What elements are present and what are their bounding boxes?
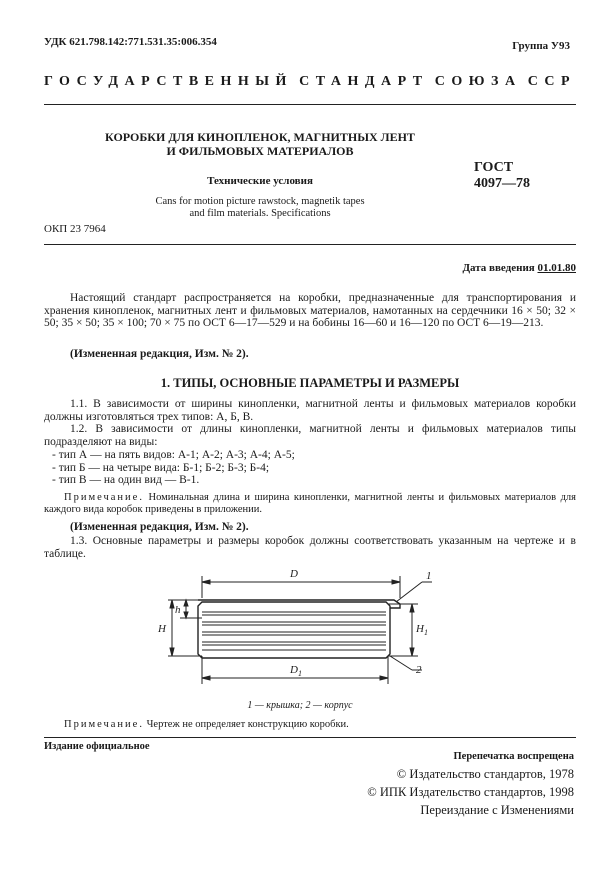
udk-code: УДК 621.798.142:771.531.35:006.354 xyxy=(44,36,217,48)
intro-date-value: 01.01.80 xyxy=(537,262,576,274)
banner-word-2: СТАНДАРТ xyxy=(299,74,429,89)
callout-2: 2 xyxy=(416,664,422,676)
intro-date-label: Дата введения xyxy=(462,262,535,274)
official-edition: Издание официальное xyxy=(44,741,150,752)
english-title-line-1: Cans for motion picture rawstock, magnetik tapes xyxy=(155,196,365,207)
revision-note-1: (Измененная редакция, Изм. № 2). xyxy=(70,348,249,360)
callout-1: 1 xyxy=(426,570,432,582)
okp-code: ОКП 23 7964 xyxy=(44,223,106,235)
copyright-1998: © ИПК Издательство стандартов, 1998 xyxy=(367,785,574,799)
list-item: - тип В — на один вид — В-1. xyxy=(52,474,200,487)
title-line-2: И ФИЛЬМОВЫХ МАТЕРИАЛОВ xyxy=(166,144,354,158)
note-2 xyxy=(64,719,574,731)
section-title: 1. ТИПЫ, ОСНОВНЫЕ ПАРАМЕТРЫ И РАЗМЕРЫ xyxy=(160,376,460,390)
label-small-h: h xyxy=(175,604,181,616)
types-list xyxy=(52,449,572,487)
paragraph-1-3: 1.3. Основные параметры и размеры коробок должны соответствовать указанным на чертеже и в таблице. xyxy=(44,535,576,560)
gost-label: ГОСТ xyxy=(474,160,514,175)
state-standard-banner xyxy=(44,74,576,90)
document-title xyxy=(95,130,425,158)
callout-leader-2 xyxy=(390,656,412,670)
intro-paragraph: Настоящий стандарт распространяется на коробки, предназначенные для транспортирования и хранения кинопленок, магнитных лент и фильмовых материалов, намотанных на сердечники 16 × 50; 32 × 50; 35 × 50; 35 × 100; 70 × 75 по ОСТ 6—17—529 и на бобины 16—60 и 16—120 по ОСТ 6—19—213. xyxy=(44,292,576,330)
footer-rule xyxy=(44,737,576,738)
banner-rule xyxy=(44,104,576,105)
paragraph-1-2: 1.2. В зависимости от длины кинопленки, магнитной ленты и фильмовых материалов типы подразделяют на виды: xyxy=(44,423,576,448)
intro-date xyxy=(380,262,576,274)
copyright-1978: © Издательство стандартов, 1978 xyxy=(396,767,574,781)
note-1-label: Примечание. xyxy=(64,492,144,503)
gost-number: 4097—78 xyxy=(474,176,530,191)
note-1 xyxy=(44,492,576,516)
label-d1: $D_1$ xyxy=(290,664,302,678)
note-2-label: Примечание. xyxy=(64,719,144,730)
title-rule xyxy=(44,244,576,245)
note-2-text: Чертеж не определяет конструкцию коробки. xyxy=(146,719,349,730)
list-item: - тип Б — на четыре вида: Б-1; Б-2; Б-3; Б-4; xyxy=(52,461,270,474)
reprint-prohibited: Перепечатка воспрещена xyxy=(453,751,574,762)
english-title-line-2: and film materials. Specifications xyxy=(189,208,331,219)
english-title xyxy=(95,196,425,220)
label-h1: $H_1$ xyxy=(416,623,428,637)
label-d: D xyxy=(290,568,298,580)
paragraph-1-1: 1.1. В зависимости от ширины кинопленки, магнитной ленты и фильмовых материалов коробки должны изготовляться трех типов: А, Б, В. xyxy=(44,398,576,423)
list-item: - тип А — на пять видов: А-1; А-2; А-3; А-4; А-5; xyxy=(52,449,295,461)
banner-word-3: СОЮЗА xyxy=(434,74,522,89)
revision-note-2: (Измененная редакция, Изм. № 2). xyxy=(70,521,249,533)
group-code: Группа У93 xyxy=(512,40,570,52)
label-h: H xyxy=(158,623,166,635)
note-1-text: Номинальная длина и ширина кинопленки, магнитной ленты и фильмовых материалов для каждого вида коробок приведены в приложении. xyxy=(44,492,576,515)
banner-word-1: ГОСУДАРСТВЕННЫЙ xyxy=(44,74,293,89)
drawing-caption: 1 — крышка; 2 — корпус xyxy=(247,700,353,711)
reissue-note: Переиздание с Изменениями xyxy=(420,803,574,817)
title-line-1: КОРОБКИ ДЛЯ КИНОПЛЕНОК, МАГНИТНЫХ ЛЕНТ xyxy=(105,130,415,144)
can-drawing xyxy=(150,560,440,700)
banner-word-4: ССР xyxy=(527,74,576,89)
can-lid xyxy=(198,600,400,608)
document-subtitle: Технические условия xyxy=(207,175,313,187)
gost-designation xyxy=(474,160,530,192)
